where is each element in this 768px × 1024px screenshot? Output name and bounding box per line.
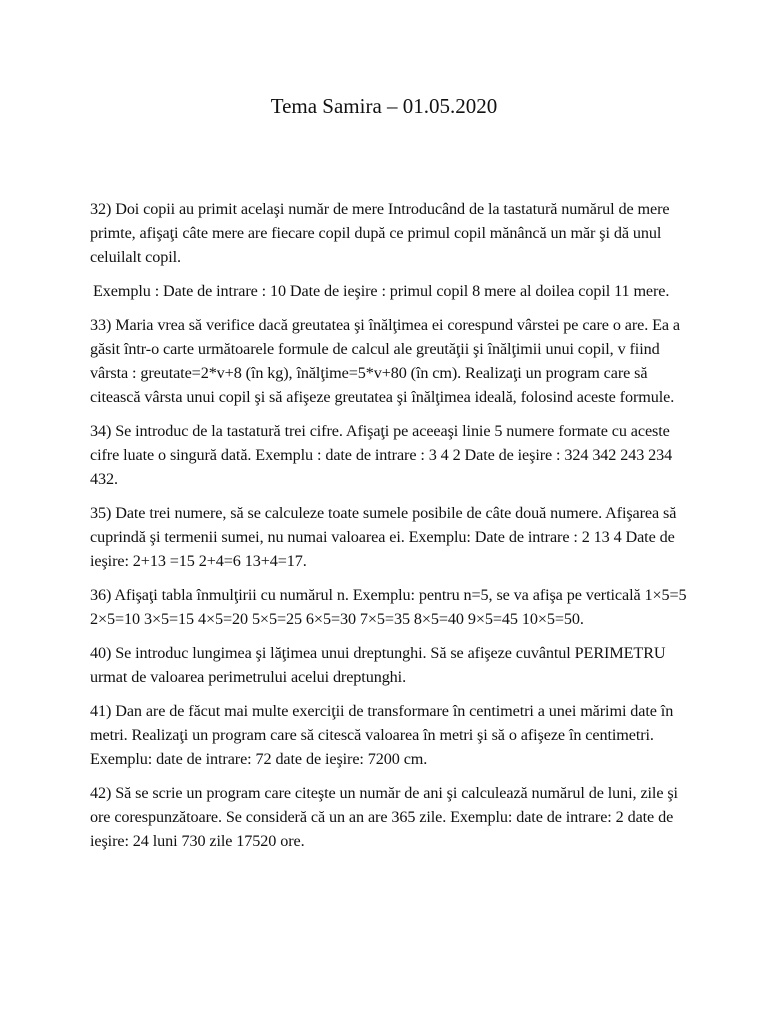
exercise-35-paragraph: 35) Date trei numere, să se calculeze toate sumele posibile de câte două numere. Afişarea să cuprindă şi termenii sumei, nu numai valoarea ei. Exemplu: Date de intrare : 2 13 4 Date de ieşire: 2+13 =15 2+4=6 13+4=17.	[90, 504, 677, 570]
exercise-34-paragraph: 34) Se introduc de la tastatură trei cifre. Afişaţi pe aceeaşi linie 5 numere formate cu aceste cifre luate o singură dată. Exemplu : date de intrare : 3 4 2 Date de ieşire : 324 342 243 234 432.	[90, 422, 673, 488]
document-body	[90, 197, 690, 863]
exercise-32-paragraph: 32) Doi copii au primit acelaşi număr de mere Introducând de la tastatură numărul de mere primte, afişaţi câte mere are fiecare copil după ce primul copil mănâncă un măr şi dă unul celuilalt copil.	[90, 200, 670, 266]
exercise-41-paragraph: 41) Dan are de făcut mai multe exerciţii de transformare în centimetri a unei mărimi date în metri. Realizaţi un program care să citescă valoarea în metri şi să o afişeze în centimetri. Exemplu: date de intrare: 72 date de ieşire: 7200 cm.	[90, 702, 674, 768]
exercise-32-example-paragraph: Exemplu : Date de intrare : 10 Date de ieşire : primul copil 8 mere al doilea copil 11 mere.	[93, 282, 670, 300]
exercise-36-paragraph: 36) Afişaţi tabla înmulţirii cu numărul n. Exemplu: pentru n=5, se va afişa pe verticală 1×5=5 2×5=10 3×5=15 4×5=20 5×5=25 6×5=30 7×5=35 8×5=40 9×5=45 10×5=50.	[90, 586, 687, 628]
exercise-42-paragraph: 42) Să se scrie un program care citeşte un număr de ani şi calculează numărul de luni, zile şi ore corespunzătoare. Se consideră că un an are 365 zile. Exemplu: date de intrare: 2 date de ieşire: 24 luni 730 zile 17520 ore.	[90, 784, 678, 850]
document-title: Tema Samira – 01.05.2020	[270, 94, 498, 118]
exercise-40-paragraph: 40) Se introduc lungimea şi lăţimea unui dreptunghi. Să se afişeze cuvântul PERIMETRU urmat de valoarea perimetrului acelui dreptunghi.	[90, 644, 666, 686]
exercise-33-paragraph: 33) Maria vrea să verifice dacă greutatea şi înălţimea ei corespund vârstei pe care o are. Ea a găsit într-o carte următoarele formule de calcul ale greutăţii şi înălţimii unui copil, v fiind vârsta : greutate=2*v+8 (în kg), înălţime=5*v+80 (în cm). Realizaţi un program care să citească vârsta unui copil şi să afişeze greutatea şi înălţimea ideală, folosind aceste formule.	[90, 316, 681, 406]
